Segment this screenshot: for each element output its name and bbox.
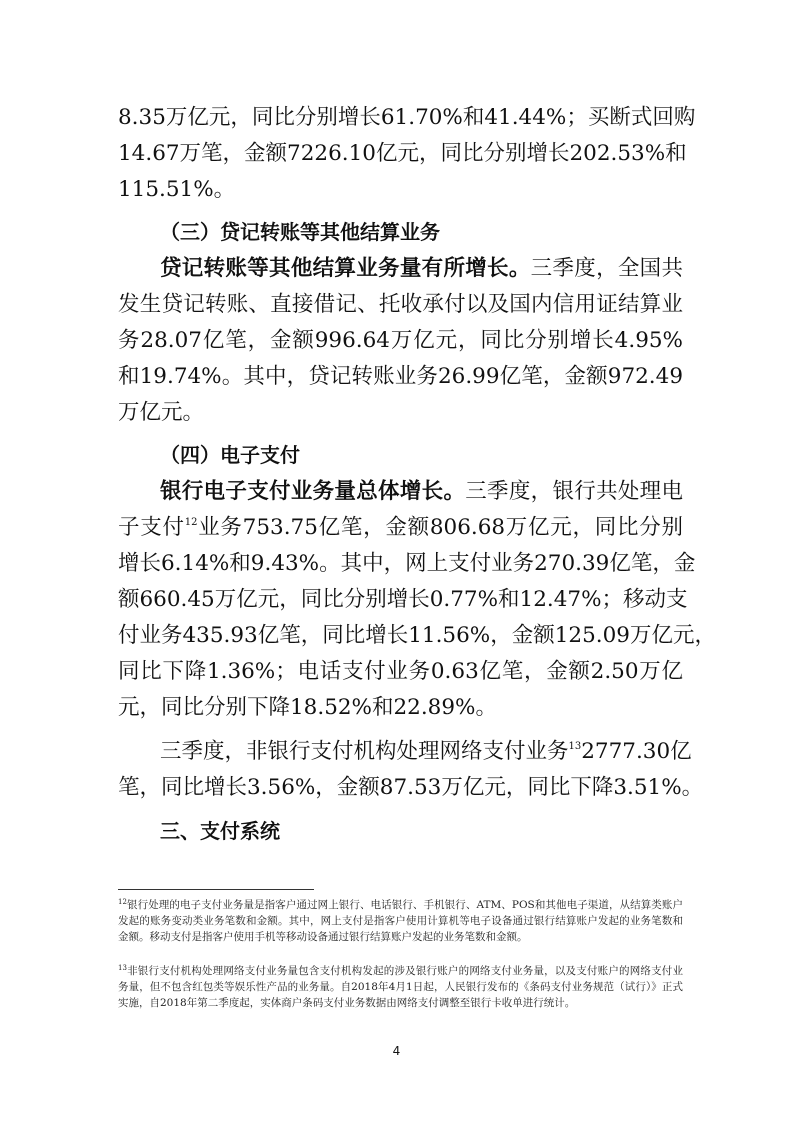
body-line: 务28.07亿笔，金额996.64万亿元，同比分别增长4.95% xyxy=(118,328,683,353)
footnote-ref-12: 12 xyxy=(184,517,198,528)
body-text: 三季度，银行共处理电 xyxy=(465,479,683,504)
body-line: 额660.45万亿元，同比分别增长0.77%和12.47%；移动支 xyxy=(118,587,688,612)
body-line: 8.35万亿元，同比分别增长61.70%和41.44%；买断式回购 xyxy=(118,105,696,130)
body-line: 发生贷记转账、直接借记、托收承付以及国内信用证结算业 xyxy=(118,292,683,317)
body-text: 三季度，全国共 xyxy=(530,256,683,281)
footnote-number: 12 xyxy=(118,898,127,906)
body-line xyxy=(160,251,683,287)
footnote-ref-13: 13 xyxy=(568,741,582,752)
footnote-divider xyxy=(118,889,314,890)
body-line: 付业务435.93亿笔，同比增长11.56%，金额125.09万亿元， xyxy=(118,623,716,648)
footnote-text: 非银行支付机构处理网络支付业务量包含支付机构发起的涉及银行账户的网络支付业务量，以及支付账户的网络支付业务量，但不包含红包类等娱乐性产品的业务量。自2018年4月1日起，人民银行发布的《条码支付业务规范（试行）》正式实施，自2018年第二季度起，实体商户条码支付业务数据由网络支付调整至银行卡收单进行统计。 xyxy=(118,965,683,1009)
footnote-12 xyxy=(118,897,683,945)
body-line: 14.67万笔，金额7226.10亿元，同比分别增长202.53%和 xyxy=(118,141,687,166)
section-heading-3-payment-systems: 三、支付系统 xyxy=(160,819,280,843)
footnote-13 xyxy=(118,963,683,1011)
body-line xyxy=(160,734,692,770)
lead-sentence: 银行电子支付业务量总体增长。 xyxy=(160,479,466,504)
section-heading-4: （四）电子支付 xyxy=(160,443,300,467)
body-line: 115.51%。 xyxy=(118,177,236,202)
lead-sentence: 贷记转账等其他结算业务量有所增长。 xyxy=(160,256,531,281)
section-heading-3: （三）贷记转账等其他结算业务 xyxy=(160,220,440,244)
body-text: 三季度，非银行支付机构处理网络支付业务 xyxy=(160,739,569,764)
body-line: 增长6.14%和9.43%。其中，网上支付业务270.39亿笔，金 xyxy=(118,551,696,576)
page-number: 4 xyxy=(392,1044,401,1058)
body-line: 元，同比分别下降18.52%和22.89%。 xyxy=(118,695,497,720)
body-text: 子支付 xyxy=(118,515,185,540)
body-line: 笔，同比增长3.56%，金额87.53万亿元，同比下降3.51%。 xyxy=(118,775,704,800)
body-line xyxy=(118,510,683,546)
body-text: 业务753.75亿笔，金额806.68万亿元，同比分别 xyxy=(197,515,683,540)
body-text: 2777.30亿 xyxy=(581,739,692,764)
body-line: 同比下降1.36%；电话支付业务0.63亿笔，金额2.50万亿 xyxy=(118,659,683,684)
body-line: 和19.74%。其中，贷记转账业务26.99亿笔，金额972.49 xyxy=(118,364,683,389)
footnote-number: 13 xyxy=(118,964,127,972)
footnote-text: 银行处理的电子支付业务量是指客户通过网上银行、电话银行、手机银行、ATM、POS和其他电子渠道，从结算类账户发起的账务变动类业务笔数和金额。其中，网上支付是指客户使用计算机等电子设备通过银行结算账户发起的业务笔数和金额。移动支付是指客户使用手机等移动设备通过银行结算账户发起的业务笔数和金额。 xyxy=(118,899,683,943)
body-line xyxy=(160,474,683,510)
body-line: 万亿元。 xyxy=(118,400,205,425)
